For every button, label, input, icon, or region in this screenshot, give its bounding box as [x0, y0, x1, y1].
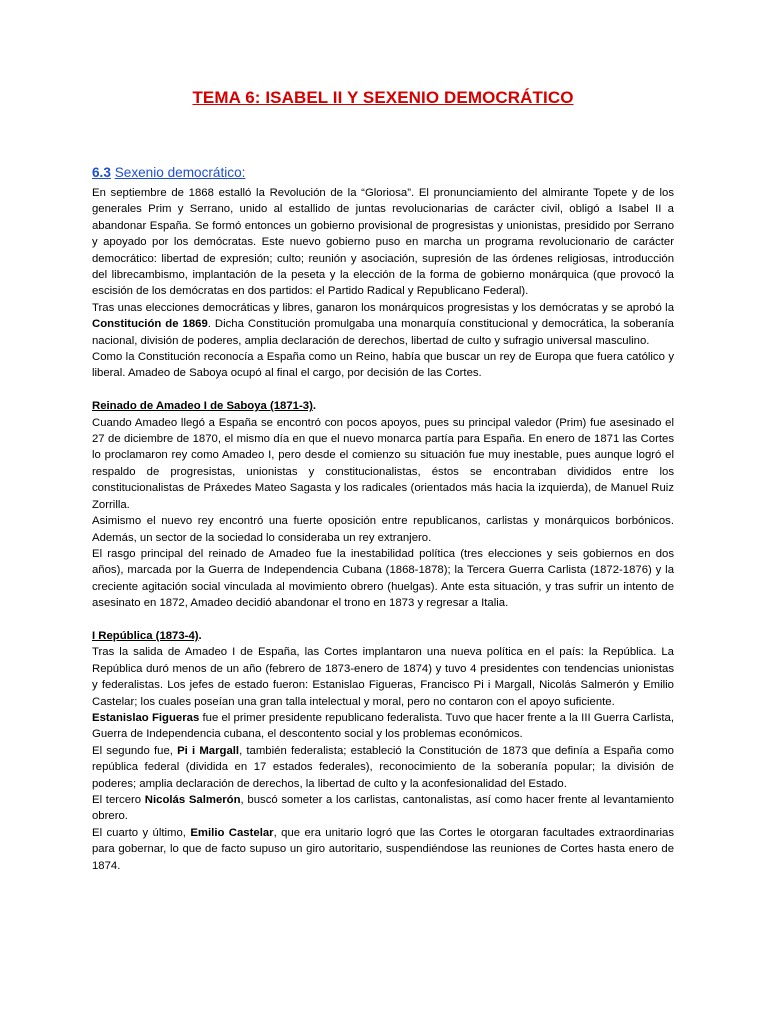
bold-text: Emilio Castelar [190, 826, 274, 839]
paragraph [92, 710, 674, 743]
bold-text: Pi i Margall [177, 744, 240, 757]
paragraph: Asimismo el nuevo rey encontró una fuerte oposición entre republicanos, carlistas y monárquicos borbónicos. Además, un sector de la sociedad lo consideraba un rey extranjero. [92, 515, 674, 544]
section-heading [92, 165, 245, 180]
paragraph [92, 825, 674, 874]
subheading [92, 398, 674, 414]
subheading-republica: I República (1873-4) [92, 629, 199, 642]
paragraph: Como la Constitución reconocía a España como un Reino, había que buscar un rey de Europa que fuera católico y liberal. Amadeo de Saboya ocupó al final el cargo, por decisión de las Cortes. [92, 351, 674, 380]
text-run: . [312, 400, 317, 413]
text-run: fue el primer presidente republicano federalista. Tuvo que hacer frente a la III Guerra Carlista, Guerra de Independencia cubana, el descontento social y los problemas económicos. [92, 711, 674, 741]
text-run: Tras unas elecciones democráticas y libres, ganaron los monárquicos progresistas y los demócratas y se aprobó la [92, 301, 674, 314]
text-run: , que era unitario logró que las Cortes le otorgaran facultades extraordinarias para gobernar, lo que de facto supuso un giro autoritario, suspendiéndose las reuniones de Cortes hasta enero de 1874. [92, 826, 675, 872]
text-run: El segundo fue, [92, 744, 178, 757]
document-body [92, 185, 674, 874]
paragraph: En septiembre de 1868 estalló la Revolución de la “Gloriosa”. El pronunciamiento del almirante Topete y de los generales Prim y Serrano, unido al estallido de juntas revolucionarias de carácter civil, obligó a Isabel II a abandonar España. Se formó entonces un gobierno provisional de progresistas y unionistas, presidido por Serrano y apoyado por los demócratas. Este nuevo gobierno puso en marcha un programa revolucionario de carácter democrático: libertad de expresión; culto; reunión y asociación, supresión de las órdenes religiosas, introducción del librecambismo, implantación de la peseta y la elección de la forma de gobierno monárquica (que provocó la escisión de los demócratas en dos partidos: el Partido Radical y Republicano Federal). [92, 187, 674, 298]
paragraph [92, 792, 674, 825]
text-run: El cuarto y último, [92, 826, 191, 839]
page-title: TEMA 6: ISABEL II Y SEXENIO DEMOCRÁTICO [192, 88, 574, 107]
text-run: El tercero [92, 794, 145, 806]
paragraph: El rasgo principal del reinado de Amadeo fue la inestabilidad política (tres elecciones y seis gobiernos en dos años), marcada por la Guerra de Independencia Cubana (1868-1878); la Tercera Guerra Carlista (1872-1876) y la creciente agitación social vinculada al movimiento obrero (huelgas). Ante esta situación, y tras sufrir un intento de asesinato en 1872, Amadeo decidió abandonar el trono en 1873 y regresar a Italia. [92, 547, 674, 610]
text-run: , buscó someter a los carlistas, cantonalistas, así como hacer frente al levantamiento obrero. [92, 794, 674, 823]
bold-text: Constitución de 1869 [92, 318, 208, 331]
section-number: 6.3 [92, 165, 111, 180]
subheading-amadeo: Reinado de Amadeo I de Saboya (1871-3) [92, 400, 313, 413]
text-run: . Dicha Constitución promulgaba una monarquía constitucional y democrática, la soberanía nacional, división de poderes, amplia declaración de derechos, libertad de culto y sufragio universal masculino. [92, 318, 674, 347]
text-run: . [198, 629, 202, 642]
section-label: Sexenio democrático: [114, 165, 246, 180]
paragraph [92, 743, 674, 792]
paragraph [92, 300, 674, 349]
bold-text: Estanislao Figueras [92, 711, 200, 724]
subheading [92, 628, 674, 644]
text-run: , también federalista; estableció la Constitución de 1873 que definía a España como república federal (dividida en 17 estados federales), reconocimiento de la soberanía popular; la división de poderes; amplia declaración de derechos, la libertad de culto y la aconfesionalidad del Estado. [92, 744, 674, 790]
paragraph: Cuando Amadeo llegó a España se encontró con pocos apoyos, pues su principal valedor (Prim) fue asesinado el 27 de diciembre de 1870, el mismo día en que el nuevo monarca partía para España. En enero de 1871 las Cortes lo proclamaron rey como Amadeo I, pero desde el comienzo su situación fue muy inestable, pues aunque logró el respaldo de progresistas, unionistas y constitucionalistas, éstos se encontraban divididos entre los constitucionalistas de Práxedes Mateo Sagasta y los radicales (orientados más hacia la izquierda), de Manuel Ruiz Zorrilla. [92, 416, 674, 511]
bold-text: Nicolás Salmerón [144, 794, 241, 806]
paragraph: Tras la salida de Amadeo I de España, las Cortes implantaron una nueva política en el país: la República. La República duró menos de un año (febrero de 1873-enero de 1874) y tuvo 4 presidentes con tendencias unionistas y federalistas. Los jefes de estado fueron: Estanislao Figueras, Francisco Pi i Margall, Nicolás Salmerón y Emilio Castelar; los cuales poseían una gran talla intelectual y moral, pero no contaron con el apoyo suficiente. [92, 646, 674, 708]
